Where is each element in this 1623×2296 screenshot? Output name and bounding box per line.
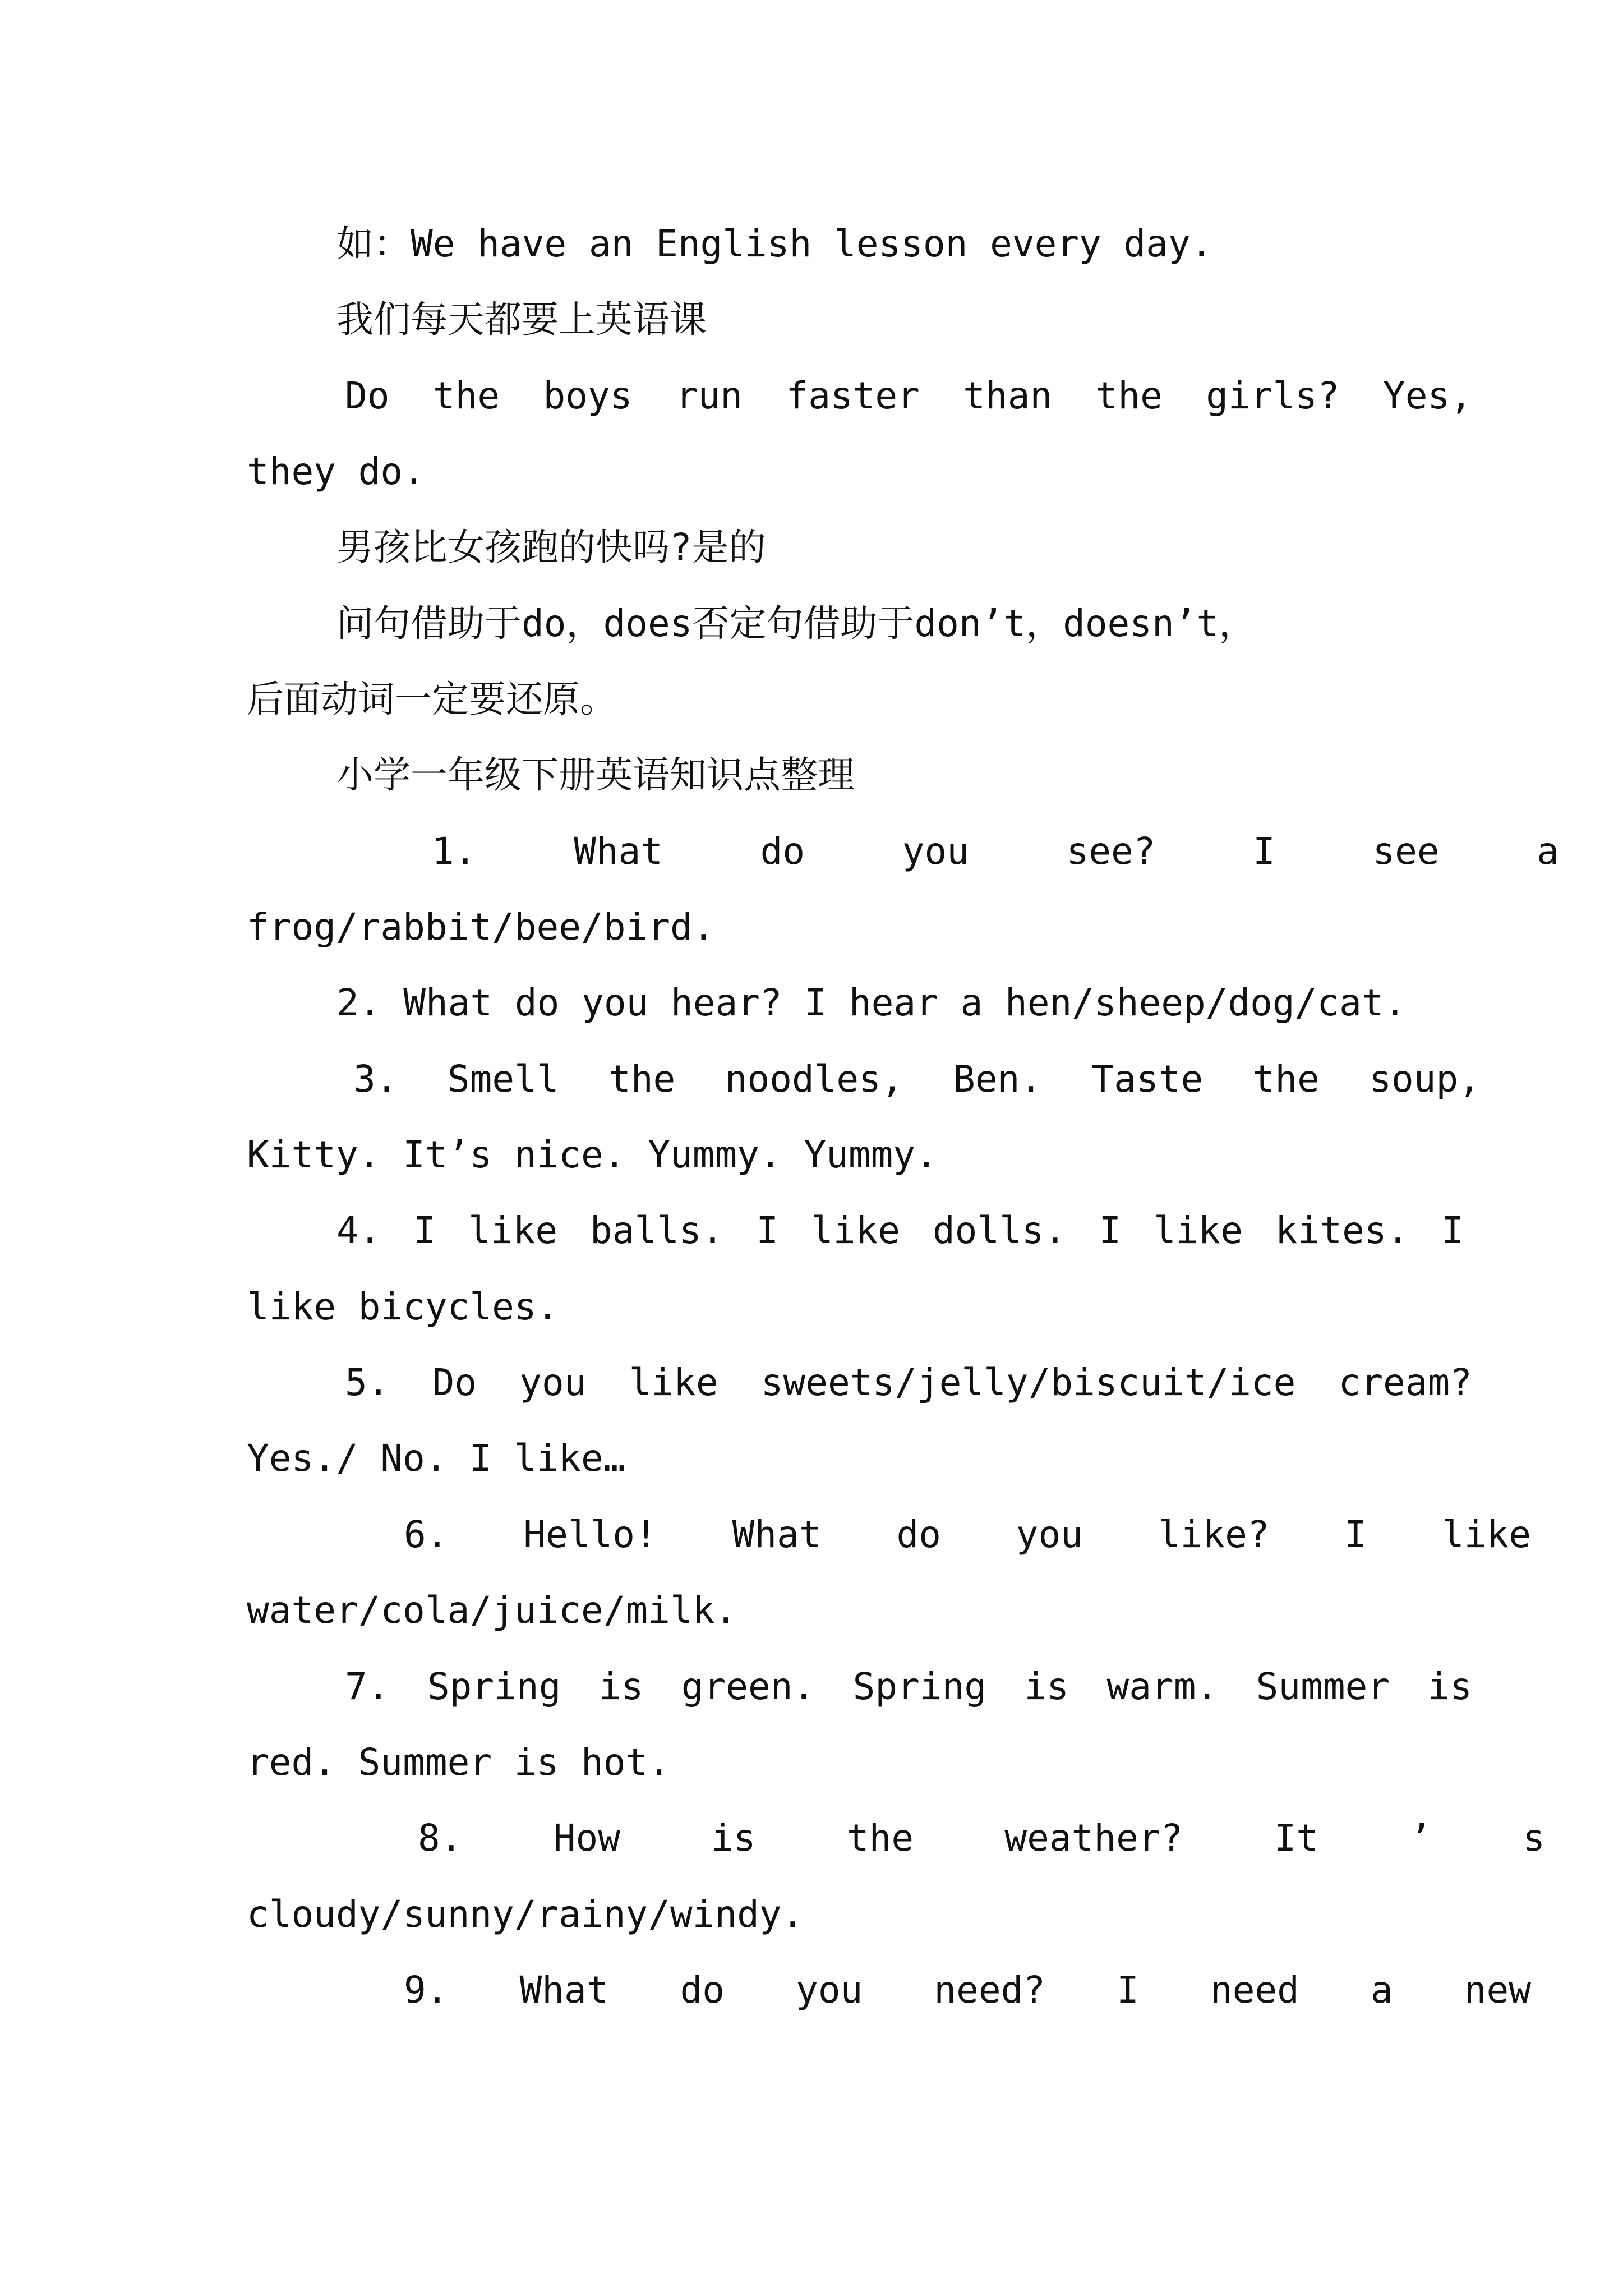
item-2-line-1: 2. What do you hear? I hear a hen/sheep/dog/cat. [336,981,1407,1024]
item-6-line-1: 6. Hello! What do you like? I like [404,1513,1531,1556]
example-question-line-1: Do the boys run faster than the girls? Yes, [345,374,1472,417]
item-3-line-1: 3. Smell the noodles, Ben. Taste the soup, [353,1057,1481,1101]
example-sentence-english: 如：We have an English lesson every day. [336,222,1213,265]
example-sentence-chinese: 我们每天都要上英语课 [336,298,707,341]
item-8-line-1: 8. How is the weather? It ’ s [418,1816,1545,1860]
item-3-line-2: Kitty. It’s nice. Yummy. Yummy. [247,1133,938,1176]
item-4-line-1: 4. I like balls. I like dolls. I like kites. I [336,1209,1464,1252]
item-5-line-1: 5. Do you like sweets/jelly/biscuit/ice cream? [345,1361,1472,1404]
item-6-line-2: water/cola/juice/milk. [247,1589,737,1632]
grammar-note-line-2: 后面动词一定要还原。 [247,678,617,721]
example-question-line-2: they do. [247,450,425,493]
section-heading: 小学一年级下册英语知识点整理 [336,753,855,797]
item-5-line-2: Yes./ No. I like… [247,1437,626,1480]
item-1-line-2: frog/rabbit/bee/bird. [247,905,715,949]
item-7-line-1: 7. Spring is green. Spring is warm. Summer is [345,1665,1472,1708]
item-4-line-2: like bicycles. [247,1285,559,1328]
grammar-note-line-1: 问句借助于do，does否定句借助于don’t，doesn’t， [336,602,1256,645]
item-7-line-2: red. Summer is hot. [247,1741,670,1784]
item-8-line-2: cloudy/sunny/rainy/windy. [247,1893,804,1936]
item-9-line-1: 9. What do you need? I need a new [404,1968,1531,2012]
item-1-line-1: 1. What do you see? I see a [432,830,1559,873]
example-question-translation: 男孩比女孩跑的快吗?是的 [336,526,766,569]
